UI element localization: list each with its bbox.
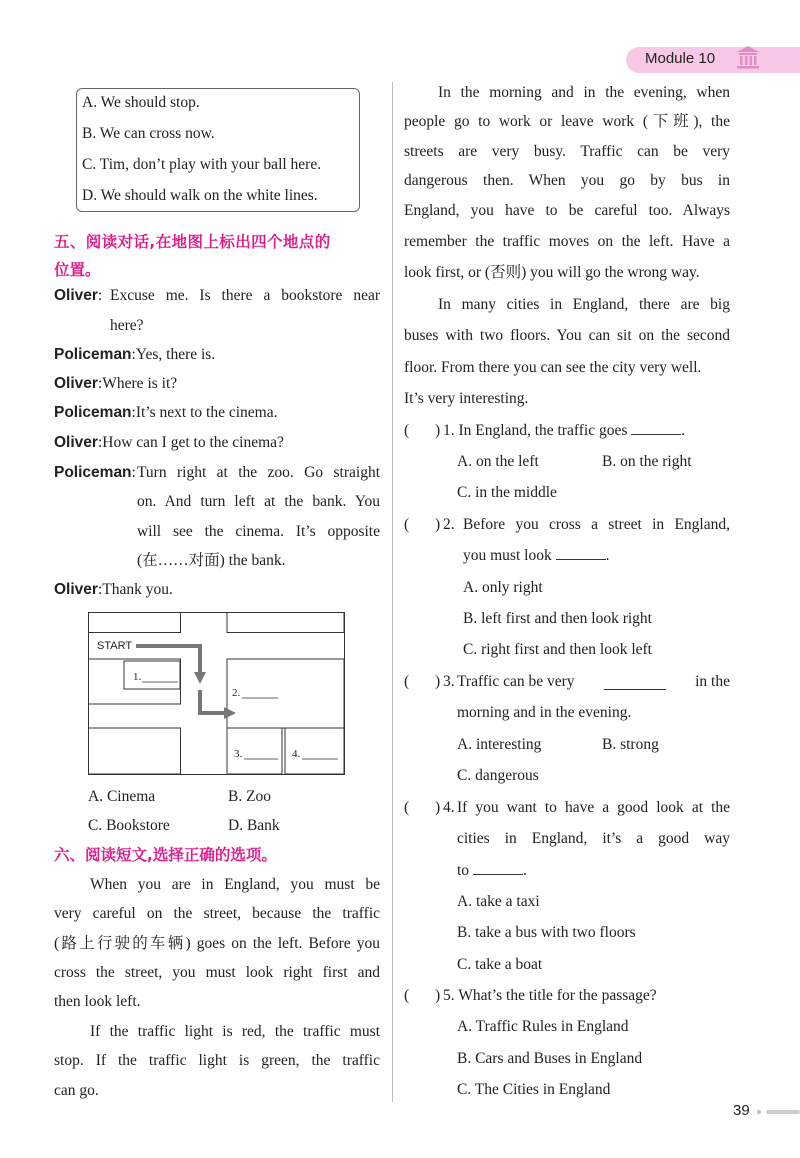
question-3-num: 3. (443, 673, 455, 690)
passage-line: remember the traffic moves on the left. Have a (404, 233, 730, 250)
dialogue-line: Oliver:Where is it? (54, 375, 178, 392)
q1-option-a: A. on the left (457, 453, 539, 470)
dialogue-line: Oliver: (54, 287, 103, 304)
module-label: Module 10 (645, 50, 716, 67)
section5-title-line1: 五、阅读对话,在地图上标出四个地点的 (54, 233, 331, 251)
answer-blank[interactable] (631, 420, 681, 435)
choice-c: C. Bookstore (88, 817, 170, 834)
answer-paren-open: ( (404, 987, 410, 1004)
passage-line: look first, or (否则) you will go the wrong way. (404, 264, 700, 281)
question-3: Traffic can be very in the (457, 673, 730, 690)
map-label-2: 2. (232, 687, 241, 699)
answer-paren-open: ( (404, 799, 410, 816)
question-2: 2. (443, 516, 455, 533)
q5-option-c: C. The Cities in England (457, 1081, 611, 1098)
passage-line: In many cities in England, there are big (438, 296, 730, 313)
page-dot (757, 1110, 761, 1114)
question-4-num: 4. (443, 799, 455, 816)
q5-option-a: A. Traffic Rules in England (457, 1018, 629, 1035)
dialogue-line: Policeman:Yes, there is. (54, 346, 216, 363)
q5-option-b: B. Cars and Buses in England (457, 1050, 643, 1067)
choice-a: A. Cinema (88, 788, 156, 805)
q1-option-c: C. in the middle (457, 484, 557, 501)
q3-option-c: C. dangerous (457, 767, 539, 784)
map-start-label: START (97, 640, 133, 652)
q1-option-b: B. on the right (602, 453, 692, 470)
answer-paren-close: ) (435, 673, 441, 690)
dialogue-line: Policeman:It’s next to the cinema. (54, 404, 278, 421)
question-1: 1. In England, the traffic goes . (443, 422, 686, 439)
passage-line: It’s very interesting. (404, 390, 529, 407)
q2-option-a: A. only right (463, 579, 543, 596)
dialogue-text: on. And turn left at the bank. You (137, 493, 380, 510)
question-3-line2: morning and in the evening. (457, 704, 632, 721)
q2-option-b: B. left first and then look right (463, 610, 652, 627)
section6-title: 六、阅读短文,选择正确的选项。 (54, 846, 277, 864)
dialogue-text: Turn right at the zoo. Go straight (137, 464, 380, 481)
answer-blank[interactable] (604, 675, 666, 690)
dialogue-text: will see the cinema. It’s opposite (137, 523, 380, 540)
passage-line: (路上行驶的车辆) goes on the left. Before you (54, 935, 380, 952)
choice-d: D. Bank (228, 817, 280, 834)
dialogue-text: here? (110, 317, 144, 334)
dialogue-line: Oliver:How can I get to the cinema? (54, 434, 284, 451)
option-a: A. We should stop. (82, 94, 200, 111)
option-c: C. Tim, don’t play with your ball here. (82, 156, 322, 173)
answer-paren-open: ( (404, 422, 410, 439)
passage-line: dangerous then. When you go by bus in (404, 172, 730, 189)
page-bar (766, 1110, 800, 1114)
passage-line: streets are very busy. Traffic can be very (404, 143, 730, 160)
q3-option-a: A. interesting (457, 736, 542, 753)
option-b: B. We can cross now. (82, 125, 215, 142)
q4-option-a: A. take a taxi (457, 893, 540, 910)
answer-blank[interactable] (473, 860, 523, 875)
passage-line: people go to work or leave work (下班), the (404, 113, 730, 130)
question-5: 5. What’s the title for the passage? (443, 987, 657, 1004)
passage-line: can go. (54, 1082, 99, 1099)
passage-line: stop. If the traffic light is green, the traffic (54, 1052, 380, 1069)
question-4-line3: to . (457, 862, 527, 879)
dialogue-line: Policeman: (54, 464, 136, 481)
column-divider (392, 82, 393, 1102)
answer-paren-open: ( (404, 516, 410, 533)
answer-paren-close: ) (435, 987, 441, 1004)
answer-paren-close: ) (435, 422, 441, 439)
passage-line: When you are in England, you must be (90, 876, 380, 893)
answer-paren-close: ) (435, 516, 441, 533)
dialogue-text: Excuse me. Is there a bookstore near (110, 287, 380, 304)
map-label-4: 4. (292, 748, 301, 760)
street-map (88, 612, 345, 775)
passage-line: England, you have to be careful too. Always (404, 202, 730, 219)
section5-title-line2: 位置。 (54, 261, 101, 279)
passage-line: In the morning and in the evening, when (438, 84, 730, 101)
answer-paren-open: ( (404, 673, 410, 690)
question-4: If you want to have a good look at the (457, 799, 730, 816)
q4-option-b: B. take a bus with two floors (457, 924, 636, 941)
q4-option-c: C. take a boat (457, 956, 543, 973)
passage-line: floor. From there you can see the city very well. (404, 359, 702, 376)
question-2-text: Before you cross a street in England, (463, 516, 730, 533)
map-label-1: 1. (133, 671, 142, 683)
passage-line: If the traffic light is red, the traffic must (90, 1023, 380, 1040)
passage-line: very careful on the street, because the traffic (54, 905, 380, 922)
passage-line: buses with two floors. You can sit on the second (404, 327, 730, 344)
passage-line: then look left. (54, 993, 141, 1010)
page-number: 39 (733, 1102, 750, 1119)
option-d: D. We should walk on the white lines. (82, 187, 318, 204)
passage-line: cross the street, you must look right first and (54, 964, 380, 981)
dialogue-line: Oliver:Thank you. (54, 581, 173, 598)
map-label-3: 3. (234, 748, 243, 760)
map-border (89, 613, 345, 775)
question-2-line2: you must look . (463, 547, 610, 564)
choice-b: B. Zoo (228, 788, 272, 805)
q3-option-b: B. strong (602, 736, 659, 753)
question-4-line2: cities in England, it’s a good way (457, 830, 730, 847)
answer-paren-close: ) (435, 799, 441, 816)
temple-icon (735, 44, 761, 70)
q2-option-c: C. right first and then look left (463, 641, 652, 658)
dialogue-text: (在……对面) the bank. (137, 552, 286, 569)
answer-blank[interactable] (556, 545, 606, 560)
